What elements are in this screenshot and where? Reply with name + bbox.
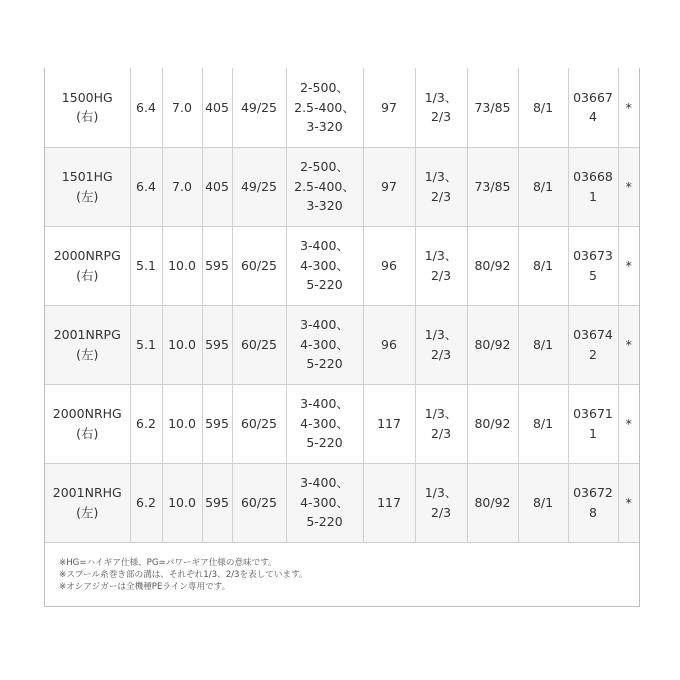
footnote: ※HG=ハイギア仕様、PG=パワーギア仕様の意味です。: [59, 558, 277, 568]
bearings-cell: 8/1: [518, 463, 568, 542]
gear-ratio-cell: 6.2: [130, 384, 162, 463]
pe-only-mark-cell: *: [618, 463, 639, 542]
product-code-cell-line: 03667: [573, 89, 613, 105]
line-capacity-cell-line: 3-320: [306, 119, 343, 134]
stroke-cell: 49/25: [232, 68, 286, 147]
spool-groove-cell-line: 2/3: [430, 188, 452, 204]
line-capacity-cell: [286, 226, 363, 305]
model-cell-line: (左): [76, 346, 99, 362]
line-capacity-cell: [286, 68, 363, 147]
line-capacity-cell-line: 2.5-400、: [294, 178, 355, 194]
product-code-cell-line: 1: [589, 188, 597, 204]
line-capacity-cell: [286, 463, 363, 542]
table-row: [45, 147, 639, 226]
table-row: [45, 384, 639, 463]
pe-only-mark-cell: *: [618, 305, 639, 384]
weight-cell: 10.0: [162, 463, 202, 542]
model-cell-line: 2000NRHG: [52, 406, 122, 421]
product-code-cell: [568, 384, 618, 463]
model-cell-line: 1500HG: [61, 89, 113, 105]
line-capacity-cell-line: 3-400、: [300, 475, 349, 491]
line-capacity-cell: [286, 305, 363, 384]
capacity-cell: 595: [202, 463, 232, 542]
product-code-cell-line: 5: [589, 267, 597, 283]
stroke-cell: 60/25: [232, 305, 286, 384]
product-code-cell-line: 03671: [573, 406, 613, 421]
product-code-cell-line: 4: [589, 109, 597, 125]
capacity-cell: 405: [202, 68, 232, 147]
gear-ratio-cell: 5.1: [130, 226, 162, 305]
model-cell-line: (右): [76, 425, 99, 441]
line-capacity-cell: [286, 384, 363, 463]
stroke-cell: 60/25: [232, 463, 286, 542]
capacity-cell: 595: [202, 305, 232, 384]
model-cell: [45, 226, 130, 305]
footnotes: [59, 558, 308, 593]
model-cell-line: (左): [76, 504, 99, 520]
weight-cell: 7.0: [162, 147, 202, 226]
gear-ratio-cell: 6.2: [130, 463, 162, 542]
product-code-cell-line: 8: [589, 504, 597, 520]
model-cell-line: 1501HG: [61, 169, 113, 184]
product-code-cell-line: 2: [589, 346, 597, 362]
spool-groove-cell-line: 2/3: [430, 109, 452, 125]
capacity-cell: 595: [202, 226, 232, 305]
product-code-cell: [568, 305, 618, 384]
product-code-cell-line: 1: [589, 425, 597, 441]
retrieve-cell: 80/92: [467, 305, 518, 384]
table-row: [45, 68, 639, 147]
line-capacity-cell-line: 3-400、: [300, 396, 349, 412]
product-code-cell: [568, 147, 618, 226]
spool-groove-cell-line: 2/3: [430, 425, 452, 441]
capacity-cell: 595: [202, 384, 232, 463]
line-capacity-cell: [286, 147, 363, 226]
spool-groove-cell: [415, 68, 467, 147]
stroke-cell: 49/25: [232, 147, 286, 226]
footnote: ※オシアジガーは全機種PEライン専用です。: [59, 581, 231, 592]
bearings-cell: 8/1: [518, 147, 568, 226]
line-capacity-cell-line: 3-320: [306, 198, 343, 214]
handle-length-cell: 97: [363, 147, 415, 226]
stroke-cell: 60/25: [232, 226, 286, 305]
spool-groove-cell: [415, 305, 467, 384]
retrieve-cell: 80/92: [467, 463, 518, 542]
model-cell-line: (右): [76, 109, 99, 125]
model-cell: [45, 463, 130, 542]
weight-cell: 10.0: [162, 305, 202, 384]
table-row: [45, 463, 639, 542]
retrieve-cell: 73/85: [467, 68, 518, 147]
line-capacity-cell-line: 5-220: [306, 277, 343, 293]
model-cell: [45, 68, 130, 147]
line-capacity-cell-line: 4-300、: [300, 336, 349, 352]
spool-groove-cell-line: 1/3、: [424, 406, 458, 421]
spec-table-frame: [44, 68, 640, 607]
product-code-cell-line: 03674: [573, 327, 613, 342]
model-cell-line: 2001NRPG: [53, 327, 121, 342]
product-code-cell-line: 03672: [573, 485, 613, 500]
model-cell-line: (左): [76, 188, 99, 204]
table-row: [45, 305, 639, 384]
line-capacity-cell-line: 3-400、: [300, 238, 349, 254]
handle-length-cell: 97: [363, 68, 415, 147]
model-cell-line: (右): [76, 267, 99, 283]
spool-groove-cell-line: 2/3: [430, 346, 452, 362]
pe-only-mark-cell: *: [618, 68, 639, 147]
spool-groove-cell: [415, 226, 467, 305]
spool-groove-cell: [415, 463, 467, 542]
product-code-cell-line: 03673: [573, 248, 613, 263]
weight-cell: 7.0: [162, 68, 202, 147]
spool-groove-cell: [415, 147, 467, 226]
pe-only-mark-cell: *: [618, 147, 639, 226]
bearings-cell: 8/1: [518, 68, 568, 147]
weight-cell: 10.0: [162, 226, 202, 305]
pe-only-mark-cell: *: [618, 226, 639, 305]
spool-groove-cell-line: 1/3、: [424, 248, 458, 263]
line-capacity-cell-line: 3-400、: [300, 317, 349, 333]
product-code-cell: [568, 463, 618, 542]
weight-cell: 10.0: [162, 384, 202, 463]
spool-groove-cell-line: 2/3: [430, 267, 452, 283]
spool-groove-cell-line: 1/3、: [424, 169, 458, 184]
bearings-cell: 8/1: [518, 305, 568, 384]
handle-length-cell: 117: [363, 463, 415, 542]
capacity-cell: 405: [202, 147, 232, 226]
handle-length-cell: 96: [363, 305, 415, 384]
spec-table-body: [45, 68, 639, 542]
spool-groove-cell-line: 1/3、: [424, 485, 458, 500]
product-code-cell: [568, 226, 618, 305]
stroke-cell: 60/25: [232, 384, 286, 463]
line-capacity-cell-line: 2-500、: [300, 159, 349, 175]
bearings-cell: 8/1: [518, 226, 568, 305]
spec-table: [45, 68, 639, 543]
spool-groove-cell-line: 1/3、: [424, 89, 458, 105]
footnote: ※スプール糸巻き部の溝は、それぞれ1/3、2/3を表しています。: [59, 569, 308, 580]
model-cell: [45, 305, 130, 384]
product-code-cell: [568, 68, 618, 147]
model-cell: [45, 147, 130, 226]
model-cell-line: 2001NRHG: [52, 485, 122, 500]
handle-length-cell: 117: [363, 384, 415, 463]
line-capacity-cell-line: 4-300、: [300, 415, 349, 431]
gear-ratio-cell: 5.1: [130, 305, 162, 384]
line-capacity-cell-line: 5-220: [306, 435, 343, 451]
spool-groove-cell: [415, 384, 467, 463]
product-code-cell-line: 03668: [573, 169, 613, 184]
retrieve-cell: 73/85: [467, 147, 518, 226]
spool-groove-cell-line: 1/3、: [424, 327, 458, 342]
retrieve-cell: 80/92: [467, 384, 518, 463]
gear-ratio-cell: 6.4: [130, 68, 162, 147]
handle-length-cell: 96: [363, 226, 415, 305]
bearings-cell: 8/1: [518, 384, 568, 463]
line-capacity-cell-line: 4-300、: [300, 494, 349, 510]
line-capacity-cell-line: 2-500、: [300, 80, 349, 95]
line-capacity-cell-line: 4-300、: [300, 257, 349, 273]
model-cell-line: 2000NRPG: [53, 248, 121, 263]
gear-ratio-cell: 6.4: [130, 147, 162, 226]
model-cell: [45, 384, 130, 463]
line-capacity-cell-line: 5-220: [306, 514, 343, 530]
line-capacity-cell-line: 5-220: [306, 356, 343, 372]
spool-groove-cell-line: 2/3: [430, 504, 452, 520]
table-row: [45, 226, 639, 305]
line-capacity-cell-line: 2.5-400、: [294, 99, 355, 115]
pe-only-mark-cell: *: [618, 384, 639, 463]
retrieve-cell: 80/92: [467, 226, 518, 305]
